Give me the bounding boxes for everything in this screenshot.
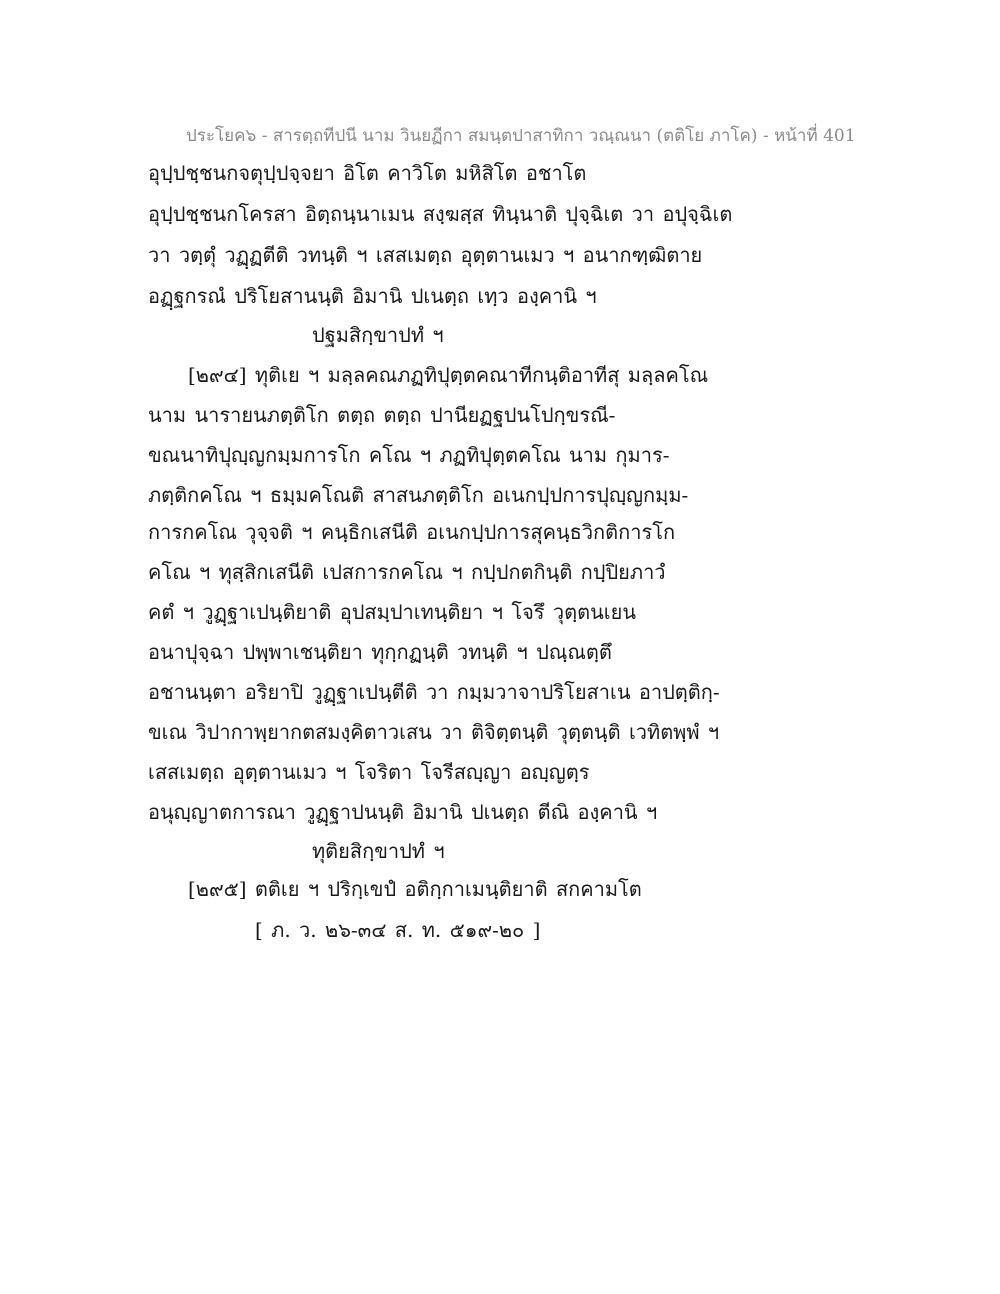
text-line: อนาปุจฺฉา ปพฺพาเชนฺติยา ทุกฺกฏนฺติ วทนฺติ ฯ ปณฺณตฺตึ: [148, 640, 612, 664]
text-line: อฏฺฐกรณํ ปริโยสานนฺติ อิมานิ ปเนตฺถ เทฺว องฺคานิ ฯ: [148, 284, 597, 308]
reference-line: [ ภ. ว. ๒๖-๓๔ ส. ท. ๕๑๙-๒๐ ]: [255, 918, 541, 942]
section-title: ปฐมสิกฺขาปทํ ฯ: [312, 323, 444, 347]
text-line: อชานนฺตา อริยาปิ วูฏฺฐาเปนฺตีติ วา กมฺมวาจาปริโยสาเน อาปตฺติกฺ-: [148, 680, 720, 704]
text-line: ขเณ วิปากาพฺยากตสมงฺคิตาวเสน วา ติจิตฺตนฺติ วุตฺตนฺติ เวทิตพฺพํ ฯ: [148, 720, 720, 744]
text-line: อนุญฺญาตการณา วูฏฺฐาปนนฺติ อิมานิ ปเนตฺถ ตีณิ องฺคานิ ฯ: [148, 800, 658, 824]
text-line: ขณนาทิปุญฺญกมฺมการโก คโณ ฯ ภฏทิปุตฺตคโณ นาม กุมาร-: [148, 443, 670, 467]
text-line: [๒๙๔] ทุติเย ฯ มลฺลคณภฏทิปุตฺตคณาทีกนฺติอาทีสุ มลฺลคโณ: [188, 363, 709, 387]
text-line: คโณ ฯ ทุสฺสิกเสนีติ เปสการกคโณ ฯ กปฺปกตกินฺติ กปฺปิยภาวํ: [148, 560, 666, 584]
page-header: ประโยค๖ - สารตฺถทีปนี นาม วินยฏีกา สมนฺตปาสาทิกา วณฺณนา (ตติโย ภาโค) - หน้าที่ 401: [186, 126, 856, 146]
text-line: อุปฺปชฺชนกโครสา อิตฺถนฺนาเมน สงฺฆสฺส ทินฺนาติ ปุจฺฉิเต วา อปุจฺฉิเต: [148, 202, 733, 226]
text-line: คตํ ฯ วูฏฺฐาเปนฺติยาติ อุปสมฺปาเทนฺติยา ฯ โจรึ วุตฺตนเยน: [148, 600, 636, 624]
text-line: การกคโณ วุจฺจติ ฯ คนฺธิกเสนีติ อเนกปฺปการสุคนฺธวิกติการโก: [148, 520, 676, 544]
text-line: เสสเมตฺถ อุตฺตานเมว ฯ โจริตา โจรีสญฺญา อญฺญตฺร: [148, 760, 590, 784]
text-line: [๒๙๕] ตติเย ฯ ปริกฺเขปํ อติกฺกาเมนฺติยาติ สกคามโต: [188, 877, 642, 901]
text-line: นาม นารายนภตฺติโก ตตฺถ ตตฺถ ปานียฏฐปนโปกฺขรณี-: [148, 403, 616, 427]
text-line: อุปฺปชฺชนกจตุปฺปจฺจยา อิโต คาวิโต มหิสิโต อชาโต: [148, 161, 587, 185]
text-line: ภตฺติกคโณ ฯ ธมฺมคโณติ สาสนภตฺติโก อเนกปฺปการปุญฺญกมฺม-: [148, 483, 689, 507]
section-title: ทุติยสิกฺขาปทํ ฯ: [312, 839, 445, 863]
text-line: วา วตฺตุํ วฏฺฏตีติ วทนฺติ ฯ เสสเมตฺถ อุตฺตานเมว ฯ อนากฑฺฒิตาย: [148, 243, 703, 267]
